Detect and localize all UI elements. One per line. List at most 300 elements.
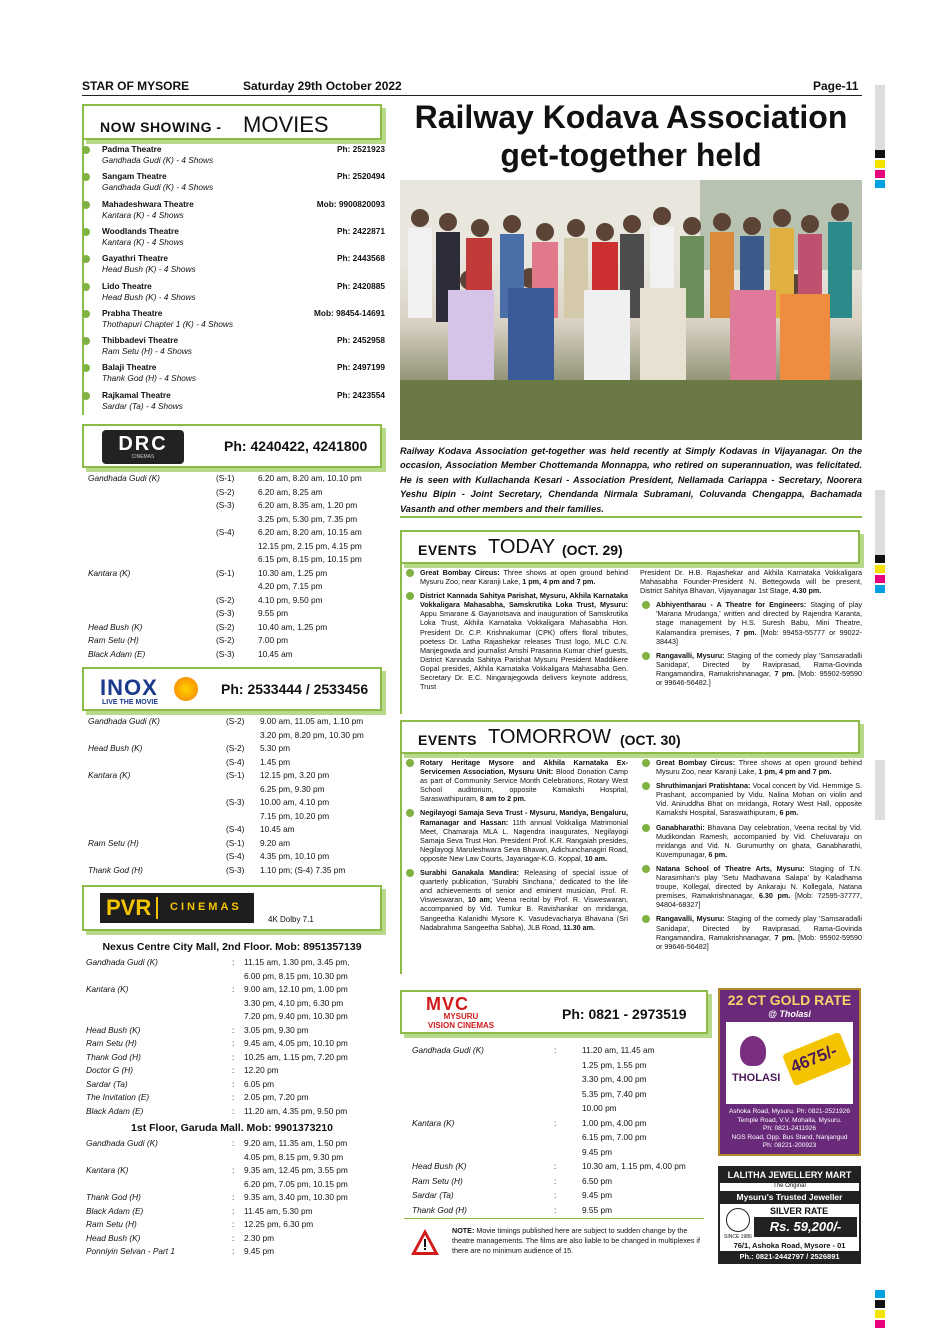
schedule-row [88,580,388,594]
screen-label: (S-2) [216,635,235,645]
screen-label: (S-3) [216,608,235,618]
theatre-shows: Kantara (K) - 4 Shows [102,209,184,220]
gold-ad-addr2: Temple Road, V.V. Mohalla, Mysuru. [737,1116,842,1124]
screen-label: : [232,1165,235,1175]
movie-title: Doctor G (H) [86,1065,134,1075]
show-times: 6.20 am, 8.35 am, 1.20 pm [258,500,358,510]
events-tomorrow-date: (OCT. 30) [620,732,681,748]
lalitha-logo-icon [726,1208,750,1232]
group-photo [400,180,862,440]
header-rule [82,95,862,96]
green-rule [404,1218,704,1219]
screen-label: : [554,1045,557,1055]
paper-name: STAR OF MYSORE [82,79,190,93]
event-time: 10 am; [467,895,493,905]
gold-ad-sub: @ Tholasi [768,1009,811,1019]
mvc-logo: MVC [426,994,469,1014]
screen-label: : [232,1065,235,1075]
event-details: Vocal concert by Vid. Hemmige S. Prashant, accompanied by Vidu. Nalina Mohan on violin and Vid. Aniruddha Bhat on mridanga, Rotary West Hall, opposite Kamakshi Hospital, Saraswathipuram, [656,781,862,818]
theatre-name: Mahadeshwara Theatre [102,198,194,209]
lalitha-phone: Ph.: 0821-2442797 / 2526891 [720,1251,859,1262]
green-rule [400,516,862,518]
margin-bar [875,85,885,150]
event-details: Staging of T.N. Narasimhan's play 'Setu Madhavana Salapa' by Kaladhama troupe, Kollegal, directed by Ankaraju N. Kollegala, Natana premises, Ramakrishnanagar, [656,863,862,901]
event-time: 6 pm. [779,808,799,818]
schedule-row [86,1051,386,1065]
schedule-row [88,729,388,743]
inox-phone: Ph: 2533444 / 2533456 [221,681,369,697]
show-times: 9.00 am, 12.10 pm, 1.00 pm [244,984,348,994]
margin-bar [875,1310,885,1318]
schedule-row [86,1024,386,1038]
screen-label: : [232,1105,235,1116]
pvr-logo-text: PVR [106,895,152,920]
margin-bar [875,575,885,583]
theatre-shows: Head Bush (K) - 4 Shows [102,264,196,275]
drc-header [82,424,382,468]
screen-label: (S-3) [216,500,235,510]
movie-title: Thank God (H) [86,1192,141,1202]
issue-date: Saturday 29th October 2022 [243,79,402,93]
movie-title: Head Bush (K) [86,1232,141,1243]
show-times: 9.45 pm [582,1146,612,1157]
screen-label: : [232,984,235,994]
show-times: 3.30 pm, 4.10 pm, 6.30 pm [244,997,344,1008]
bullet-icon [82,337,90,345]
movie-title: Ram Setu (H) [88,635,139,645]
theatre-listing [80,253,385,277]
drc-logo [102,430,184,464]
theatre-phone: Ph: 2521923 [337,144,385,154]
schedule-row [86,1137,386,1151]
show-times: 6.25 pm, 9.30 pm [260,783,325,794]
drc-phone: Ph: 4240422, 4241800 [224,438,368,454]
show-times: 9.45 am, 4.05 pm, 10.10 pm [244,1038,348,1048]
screen-label: : [554,1117,557,1128]
theatre-name: Thibbadevi Theatre [102,335,179,346]
show-times: 10.45 am [260,824,295,834]
screen-label: : [232,1051,235,1062]
bullet-icon [82,364,90,372]
gold-rate-value: 4675/- [787,1040,840,1077]
movie-title: Gandhada Gudi (K) [86,957,158,967]
event-item [404,808,628,863]
schedule-row [86,1245,386,1259]
event-details: Blood Donation Camp as part of Community Service Month Celebrations, Rotary West School auditorium, opposite Kamakshi Hospital, Saraswathipuram, [420,767,628,804]
show-times: 3.25 pm, 5.30 pm, 7.35 pm [258,513,358,524]
margin-bar [875,1300,885,1308]
movie-title: Thank God (H) [412,1204,467,1215]
show-times: 6.20 am, 8.20 am, 10.15 am [258,527,362,537]
movie-title: Thank God (H) [86,1051,141,1062]
movie-title: Black Adam (E) [88,648,146,659]
events-today-label: EVENTS [418,542,478,558]
schedule-row [88,634,388,648]
show-times: 6.15 pm, 7.00 pm [582,1132,647,1142]
show-times: 5.30 pm [260,743,290,753]
schedule-row [88,783,388,797]
mvc-header [400,990,708,1034]
event-item [404,868,628,932]
screen-label: (S-2) [216,486,235,497]
margin-bar [875,150,885,158]
show-times: 12.15 pm, 3.20 pm [260,770,330,780]
screen-label: : [554,1190,557,1200]
schedule-row [88,837,388,851]
schedule-row [88,540,388,554]
schedule-row [88,526,388,540]
theatre-listing [80,226,385,250]
schedule-row [86,1037,386,1051]
margin-bar [875,555,885,563]
event-item [404,758,628,803]
event-details: [Mob: 95902-59590 or 99646-56482] [656,932,863,951]
event-details: Bhavana Day celebration, Veena recital by Vid. Mudikondan Ramesh, accompanied by Vid. Cheluvaraju on mridanga and Vid. N. Gurumurthy on ghata, Ganabharathi, Kuvempunagar, [656,822,862,859]
show-times: 10.40 am, 1.25 pm [258,621,328,632]
page-number: Page-11 [813,79,859,93]
screen-label: : [232,1138,235,1148]
event-details: 11th annual Vokkaliga Matrimonial Meet, Chamaraja MLA L. Nagendra inaugurates, Negilayogi Samaja Seva Trust Hon. President Prof. K.R. Rangaiah presides, Negilayogi Maruleshwara Seva Bhavan, Adichunchanagiri Road, opposite New Law Courts, Jayanagar-K.G. Koppal, [420,817,628,863]
schedule-row [88,769,388,783]
schedule-row [86,1010,386,1024]
show-times: 4.05 pm, 8.15 pm, 9.30 pm [244,1151,344,1162]
margin-bar [875,160,885,168]
drc-logo-sub: CINEMAS [131,454,155,460]
show-times: 3.05 pm, 9.30 pm [244,1024,309,1035]
movie-title: Head Bush (K) [88,621,143,632]
event-time: 6.30 pm. [758,891,791,901]
schedule-row [88,850,388,864]
event-organizer: Ganabharathi: [656,822,705,832]
bullet-icon [82,201,90,209]
mvc-schedule [412,1043,712,1217]
mvc-note-text: Movie timings published here are subject to sudden change by the theatre managements. The films are also liable to be changed in multiplexes if there are no minimum audience of 15. [452,1226,700,1255]
event-details: Three shows at open ground behind Mysuru Zoo, near Karanji Lake, [420,568,629,587]
screen-label: (S-1) [226,770,245,780]
event-details: Releasing of special issue of quarterly publication, 'Surabhi Sinchana,' dedicated to the life and achievements of senior and eminent musician, Prof. R. Visweswaran, [420,868,629,905]
show-times: 4.35 pm, 10.10 pm [260,851,330,861]
warning-icon [410,1228,440,1256]
show-times: 5.35 pm, 7.40 pm [582,1088,647,1099]
event-item [404,568,628,586]
theatre-name: Rajkamal Theatre [102,389,171,400]
gold-ad-panel [726,1022,853,1104]
mvc-logo-sub: MYSURU VISION CINEMAS [427,1012,495,1030]
theatre-listing [80,335,385,359]
movie-title: Kantara (K) [86,1165,129,1175]
event-time: 1 pm, 4 pm and 7 pm. [522,577,596,587]
lalitha-ad [718,1166,861,1264]
bullet-icon [82,146,90,154]
show-times: 6.05 pm [244,1078,274,1089]
event-time: 7 pm. [735,627,757,637]
show-times: 6.50 pm [582,1175,612,1186]
margin-bar [875,180,885,188]
show-times: 7.20 pm, 9.40 pm, 10.30 pm [244,1011,348,1021]
show-times: 9.35 am, 12.45 pm, 3.55 pm [244,1165,348,1175]
show-times: 9.45 pm [244,1246,274,1256]
screen-label: (S-1) [226,837,245,848]
drc-logo-text: DRC [118,433,168,455]
lalitha-silver-label: SILVER RATE [770,1206,829,1216]
screen-label: (S-1) [216,567,235,578]
events-today-left [404,568,628,696]
schedule-row [86,983,386,997]
schedule-row [412,1087,712,1102]
theatre-listing [80,199,385,223]
tholasi-brand: THOLASI [732,1072,781,1084]
theatre-phone: Ph: 2423554 [337,389,385,400]
schedule-row [88,567,388,581]
theatre-phone: Ph: 2497199 [337,362,385,373]
show-times: 6.20 pm, 7.05 pm, 10.15 pm [244,1178,348,1189]
gold-ad-addr3: Ph: 0821-2411926 [762,1125,816,1133]
schedule-row [88,648,388,662]
show-times: 10.00 am, 4.10 pm [260,797,330,807]
theatre-listing [80,144,385,168]
movie-title: Head Bush (K) [86,1024,141,1035]
show-times: 12.25 pm, 6.30 pm [244,1219,314,1229]
theatre-listing [80,362,385,386]
schedule-row [412,1159,712,1174]
screen-label: (S-4) [226,851,245,861]
event-organizer: Surabhi Ganakala Mandira: [420,868,520,878]
theatre-phone: Mob: 98454-14691 [313,307,385,318]
theatre-phone: Ph: 2443568 [337,253,385,264]
schedule-row [88,796,388,810]
event-item [640,914,862,950]
inox-header [82,667,382,711]
margin-bar [875,490,885,555]
bullet-icon [82,283,90,291]
margin-bar [875,585,885,593]
movie-title: Ram Setu (H) [86,1038,137,1048]
article-title [398,98,864,174]
photo-caption: Railway Kodava Association get-together was held recently at Simply Kodavas in Vijayanagar. On the occasion, Association Member Chottemanda Monnappa, who retired on superannuation, was felicitated. He is seen with Kullachanda Kesari - Association President, Nellamada Cariappa - Secretary, Noorera Yeshu Bipin - Joint Secretary, Chendanda Nirmala Subramani, Coluvanda Chengappa, Bachamada Vasanth and other members and their families. [400,446,862,514]
events-tomorrow-header [400,720,860,754]
theatre-name: Sangam Theatre [102,171,167,182]
event-organizer: Rotary Heritage Mysore and Akhila Karnataka Ex-Servicemen Association, Mysuru Unit: [420,758,628,777]
theatre-shows: Gandhada Gudi (K) - 4 Shows [102,155,214,165]
event-organizer: Rangavalli, Mysuru: [656,650,725,660]
schedule-row [86,1191,386,1205]
schedule-row [88,607,388,621]
movie-title: Kantara (K) [88,567,131,578]
schedule-row [412,1145,712,1160]
show-times: 12.20 pm [244,1065,279,1075]
schedule-row [86,1232,386,1246]
show-times: 3.30 pm, 4.00 pm [582,1074,647,1084]
margin-bar [875,760,885,820]
schedule-row [88,472,388,486]
pvr-tag: 4K Dolby 7.1 [268,915,314,924]
movie-title: Kantara (K) [412,1117,455,1128]
theatre-shows: Thank God (H) - 4 Shows [102,373,197,384]
inox-schedule [88,715,388,877]
event-organizer: District Kannada Sahitya Parishat, Mysuru, Akhila Karnataka Vokkaligara Mahasabha, Samskrutika Loka Trust, Mysuru: [420,591,628,610]
theatre-name: Gayathri Theatre [102,253,168,264]
show-times: 2.05 pm, 7.20 pm [244,1092,309,1102]
screen-label: : [554,1204,557,1215]
screen-label: : [232,1192,235,1202]
screen-label: (S-1) [216,473,235,483]
event-item [640,600,862,645]
show-times: 9.55 pm [582,1204,612,1215]
bullet-icon [82,392,90,400]
schedule-row [412,1101,712,1116]
pvr-header [82,885,382,931]
event-item [640,758,862,776]
show-times: 1.45 pm [260,756,290,767]
show-times: 9.20 am [260,837,290,848]
theatre-listing [80,390,385,414]
schedule-row [86,1078,386,1092]
margin-bar [875,1290,885,1298]
bullet-icon [82,310,90,318]
pvr-schedule-1 [86,956,386,1118]
show-times: 9.00 am, 11.05 am, 1.10 pm [260,716,364,726]
gold-rate-badge [782,1032,852,1087]
pvr-schedule-2 [86,1137,386,1259]
pvr-logo-divider [156,897,158,919]
pvr-venue-1: Nexus Centre City Mall, 2nd Floor. Mob: 8951357139 [102,941,362,953]
margin-bar [875,1320,885,1328]
green-rule [400,754,402,974]
gold-ad-addr4: NGS Road, Opp. Bus Stand, Nanjangud [731,1133,848,1141]
screen-label: : [232,1219,235,1229]
events-tomorrow-left [404,758,628,937]
pvr-logo-sub: CINEMAS [170,901,242,913]
schedule-row [86,1164,386,1178]
schedule-row [412,1130,712,1145]
lalitha-address: 76/1, Ashoka Road, Mysore - 01 [733,1241,846,1250]
theatre-name: Lido Theatre [102,280,152,291]
schedule-row [412,1043,712,1058]
movie-title: Ram Setu (H) [86,1219,137,1229]
schedule-row [412,1188,712,1203]
event-details: Staging of play 'Marana Mrudanga,' written and directed by Rajendra Karanta, stage management by H.S. Suresh Babu, Mini Theatre, Kalamandira premises, [656,600,862,637]
event-organizer: Great Bombay Circus: [656,758,736,767]
gold-rate-ad [718,988,861,1156]
theatre-phone: Ph: 2452958 [337,335,385,346]
event-organizer: Great Bombay Circus: [420,568,500,577]
screen-label: : [232,1092,235,1102]
schedule-row [412,1058,712,1073]
show-times: 7.00 pm [258,635,288,645]
theatre-shows: Gandhada Gudi (K) - 4 Shows [102,182,214,193]
movie-title: Ponniyin Selvan - Part 1 [86,1246,176,1256]
screen-label: (S-2) [216,594,235,605]
gold-ad-address [720,1108,859,1151]
schedule-row [412,1203,712,1218]
theatre-name: Balaji Theatre [102,362,157,373]
schedule-row [88,864,388,878]
event-item [640,864,862,909]
event-item [404,591,628,691]
event-time: 6 pm. [708,849,728,859]
theatre-name: Padma Theatre [102,144,162,154]
theatre-shows: Ram Setu (H) - 4 Shows [102,346,192,357]
schedule-row [88,742,388,756]
event-details: President Dr. H.B. Rajashekar and Akhila Karnataka Vokkaligara Mahasabha Founder-President N. Bettegowda will be present, District Sahitya Bhavan, Vijayanagar 1st Stage, [640,568,862,596]
article-title-line-2: get-together held [500,137,762,173]
show-times: 1.00 pm, 4.00 pm [582,1117,647,1128]
show-times: 9.45 pm [582,1190,612,1200]
schedule-row [86,1151,386,1165]
theatre-phone: Ph: 2520494 [337,171,385,182]
show-times: 7.15 pm, 10.20 pm [260,810,330,821]
movie-title: Sardar (Ta) [86,1078,128,1089]
events-today-date: (OCT. 29) [562,542,623,558]
inox-logo-sub: LIVE THE MOVIE [102,699,159,706]
show-times: 11.20 am, 4.35 pm, 9.50 pm [244,1105,348,1116]
schedule-row [86,1064,386,1078]
show-times: 9.35 am, 3.40 pm, 10.30 pm [244,1192,348,1202]
now-showing-label: NOW SHOWING - [100,119,222,135]
schedule-row [88,553,388,567]
group-photo-figures [400,180,862,440]
event-organizer: Negilayogi Samaja Seva Trust - Mysuru, Mandya, Bengaluru, Ramanagar and Hassan: [420,808,628,827]
screen-label: (S-3) [226,864,245,875]
schedule-row [86,1105,386,1119]
event-item [640,823,862,859]
show-times: 6.15 pm, 8.15 pm, 10.15 pm [258,554,362,564]
show-times: 1.25 pm, 1.55 pm [582,1059,647,1070]
event-organizer: Rangavalli, Mysuru: [656,914,725,924]
mvc-note [452,1226,704,1255]
schedule-row [86,956,386,970]
theatre-phone: Ph: 2422871 [337,225,385,236]
show-times: 10.00 pm [582,1103,617,1113]
screen-label: (S-4) [226,824,245,834]
event-details: Appu Smarane & Gayanotsava and inauguration of Samskrutika Loka Trust, Akhila Karnataka Vokkaligara Mahasabha Hon. President Dr. C.P. Krishnakumar (CPK) offers floral tributes, poetess Dr. Latha Rajashekar releases Trust logo, MLC C.N. Manjegowda and journalist Amshi Prasanna Kumar chief guests, District Kannada Sahitya Parishat Mysuru President Maddikere Gopal presides, Akhila Karnataka Vokkaligara Mahasabha Gen. Secretary Dr. E.C. Ningarajegowda delivers keynote address, Trust [420,609,628,692]
event-details: [Mob: 99453-55777 or 99022-38443] [656,627,862,646]
events-today-header [400,530,860,564]
event-details: [Mob: 72595-37777, 94804-68327] [656,891,862,910]
schedule-row [86,1091,386,1105]
theatre-name: Prabha Theatre [102,307,163,318]
show-times: 6.00 pm, 8.15 pm, 10.30 pm [244,970,348,981]
pvr-venue-2: 1st Floor, Garuda Mall. Mob: 9901373210 [131,1122,333,1134]
screen-label: (S-4) [226,756,245,767]
inox-logo: INOX [100,675,158,700]
screen-label: (S-2) [216,621,235,632]
theatre-shows: Sardar (Ta) - 4 Shows [102,400,183,411]
theatre-listing [80,308,385,332]
movie-title: Black Adam (E) [86,1105,144,1116]
events-tomorrow-day: TOMORROW [488,726,611,748]
schedule-row [88,621,388,635]
schedule-row [88,499,388,513]
schedule-row [88,513,388,527]
movie-title: Head Bush (K) [88,743,143,753]
bullet-icon [82,228,90,236]
mvc-phone: Ph: 0821 - 2973519 [562,1006,687,1022]
movie-title: Kantara (K) [88,770,131,780]
screen-label: : [232,1246,235,1256]
theatre-listing [80,281,385,305]
schedule-row [88,756,388,770]
schedule-row [88,810,388,824]
movie-title: Gandhada Gudi (K) [412,1045,484,1055]
screen-label: (S-4) [216,527,235,537]
event-organizer: Shruthimanjari Pratishtana: [656,781,751,791]
margin-bar [875,565,885,573]
theatre-shows: Head Bush (K) - 4 Shows [102,291,196,302]
movie-title: Black Adam (E) [86,1205,144,1216]
show-times: 11.20 am, 11.45 am [582,1045,655,1055]
event-details: [Mob: 95902-59590 or 99646-56482.] [656,668,863,688]
